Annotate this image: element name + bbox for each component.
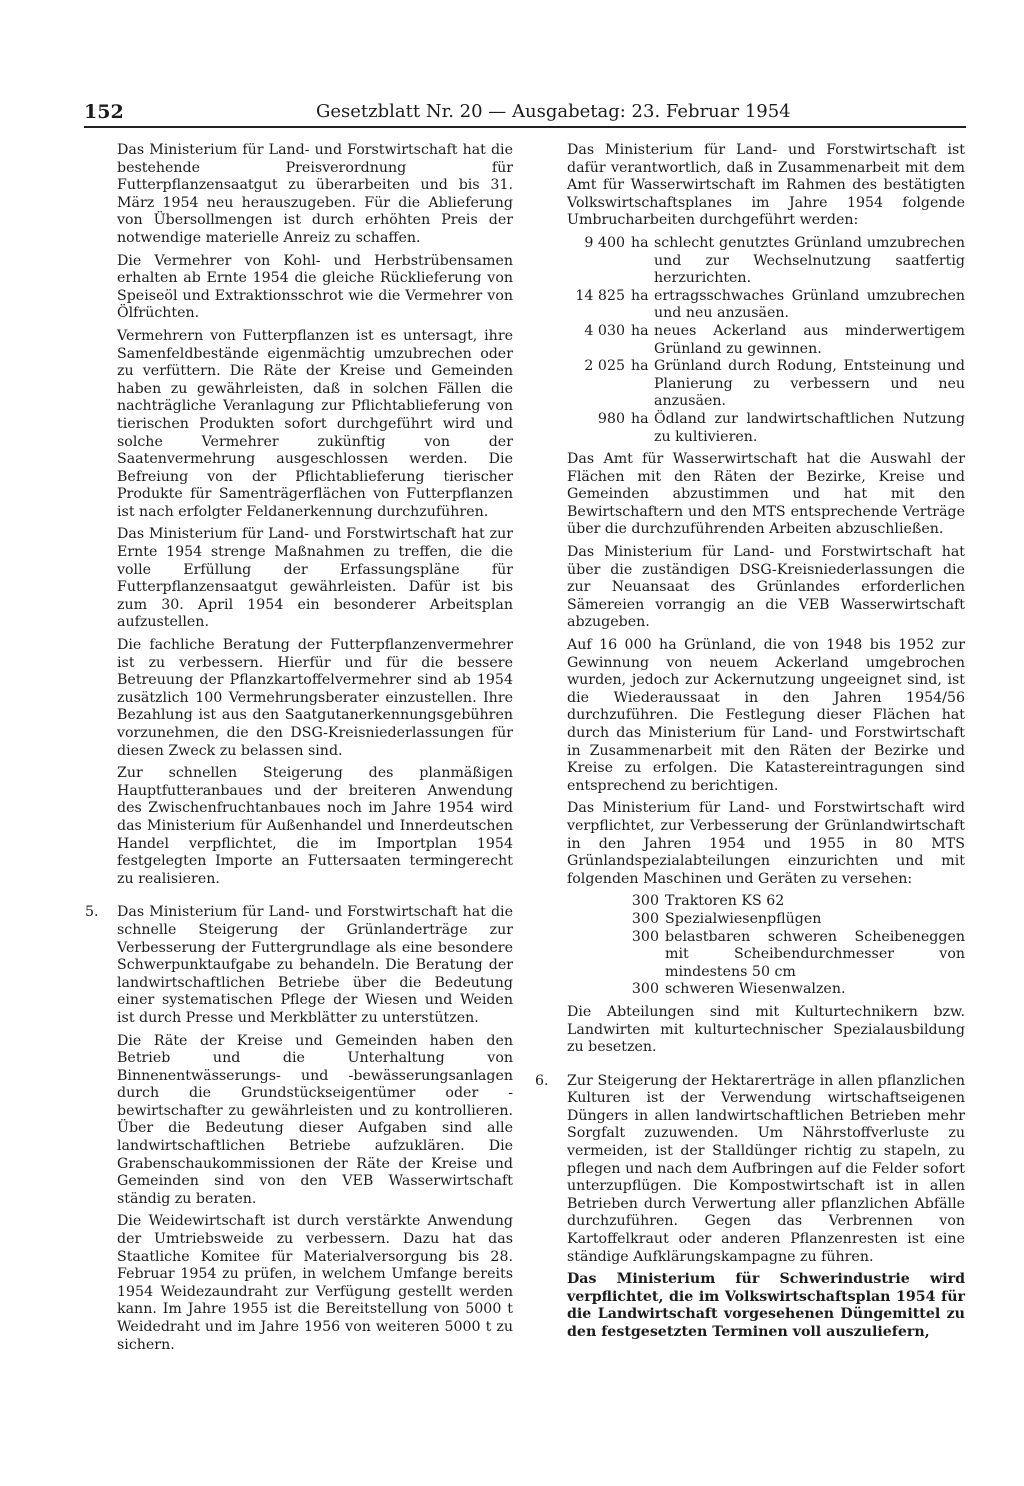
machine-count: 300 [631, 928, 659, 945]
machine-description: schweren Wiesenwalzen. [665, 981, 846, 998]
machine-list [567, 893, 965, 999]
paragraph: Die Räte der Kreise und Gemeinden haben den Betrieb und die Unterhaltung von Binnenentwässerungs- und -bewässerungsanlagen durch die Grundstückseigentümer oder -bewirtschafter zu gewährleisten und zu kontrollieren. Über die Bedeutung dieser Aufgaben sind alle landwirtschaftlichen Betriebe aufzuklären. Die Grabenschaukommissionen der Räte der Kreise und Gemeinden sind von den VEB Wasserwirtschaft ständig zu beraten. [117, 1032, 513, 1207]
section-5 [85, 904, 513, 1354]
machine-description: Spezialwiesenpflügen [665, 910, 822, 927]
machine-count: 300 [631, 893, 659, 910]
machine-count: 300 [631, 910, 659, 927]
left-column [85, 142, 513, 1359]
area-list [567, 235, 965, 446]
section-6 [535, 1072, 965, 1342]
area-amount: 980 [597, 410, 625, 427]
machine-description: Traktoren KS 62 [665, 893, 785, 910]
area-description: Ödland zur landwirtschaftlichen Nutzung zu kultivieren. [654, 410, 965, 445]
paragraph: Das Ministerium für Land- und Forstwirtschaft hat über die zuständigen DSG-Kreisniederlassungen die zur Neuansaat des Grünlandes erforderlichen Sämereien vorrangig an die VEB Wasserwirtschaft abzugeben. [567, 544, 965, 631]
area-amount: 4 030 [584, 322, 625, 339]
paragraph: Das Amt für Wasserwirtschaft hat die Auswahl der Flächen mit den Räten der Bezirke, Kreise und Gemeinden abzustimmen und hat mit den Bewirtschaftern und den MTS entsprechende Verträge über die durchzuführenden Arbeiten abzuschließen. [567, 451, 965, 538]
paragraph: Auf 16 000 ha Grünland, die von 1948 bis 1952 zur Gewinnung von neuem Ackerland umgebrochen wurden, jedoch zur Ackernutzung ungeeignet sind, ist die Wiederaussaat in den Jahren 1954/56 durchzuführen. Die Festlegung dieser Flächen hat durch das Ministerium für Land- und Forstwirtschaft in Zusammenarbeit mit den Räten der Bezirke und Kreise zu erfolgen. Die Katastereintragungen sind entsprechend zu berichtigen. [567, 637, 965, 794]
machine-item [629, 981, 965, 999]
machine-count: 300 [631, 981, 659, 998]
area-item [567, 323, 965, 358]
paragraph: Vermehrern von Futterpflanzen ist es untersagt, ihre Samenfeldbestände eigenmächtig umzubrechen oder zu verfüttern. Die Räte der Kreise und Gemeinden haben zu gewährleisten, daß in solchen Fällen die nachträgliche Veranlagung zur Pflichtablieferung von tierischen Produkten sofort durchgeführt wird und solche Vermehrer zukünftig von der Saatenvermehrung ausgeschlossen werden. Die Befreiung von der Pflichtablieferung tierischer Produkte für Samenträgerflächen von Futterpflanzen ist nach erfolgter Feldanerkennung durchzuführen. [117, 327, 513, 520]
area-unit: ha [631, 358, 649, 375]
paragraph: Zur schnellen Steigerung des planmäßigen Hauptfutteranbaues und der breiteren Anwendung des Zwischenfruchtanbaues noch im Jahre 1954 wird das Ministerium für Außenhandel und Innerdeutschen Handel verpflichtet, die im Importplan 1954 festgelegten Importe an Futtersaaten termingerecht zu realisieren. [117, 765, 513, 887]
area-unit: ha [631, 234, 649, 251]
paragraph: Das Ministerium für Schwerindustrie wird verpflichtet, die im Volkswirtschaftsplan 1954 für die Landwirtschaft vorgesehenen Düngemittel zu den festgesetzten Terminen voll auszuliefern, [567, 1271, 965, 1340]
paragraph: Das Ministerium für Land- und Forstwirtschaft hat die schnelle Steigerung der Grünlanderträge zur Verbesserung der Futtergrundlage als eine besondere Schwerpunktaufgabe zu behandeln. Die Beratung der landwirtschaftlichen Betriebe über die Bedeutung einer systematischen Pflege der Wiesen und Weiden ist durch Presse und Merkblätter zu unterstützen. [117, 904, 513, 1026]
area-item [567, 288, 965, 323]
area-unit: ha [631, 322, 649, 339]
area-item [567, 235, 965, 288]
area-amount: 14 825 [575, 287, 625, 304]
paragraph: Die Weidewirtschaft ist durch verstärkte Anwendung der Umtriebsweide zu verbessern. Dazu hat das Staatliche Komitee für Materialversorgung bis 28. Februar 1954 zu prüfen, in welchem Umfange bereits 1954 Weidezaundraht zur Verfügung gestellt werden kann. Im Jahre 1955 ist die Bereitstellung von 5000 t Weidedraht und im Jahre 1956 von weiteren 5000 t zu sichern. [117, 1213, 513, 1353]
machine-item [629, 893, 965, 911]
area-amount: 9 400 [584, 234, 625, 251]
area-item [567, 411, 965, 446]
paragraph: Die Vermehrer von Kohl- und Herbstrübensamen erhalten ab Ernte 1954 die gleiche Rücklieferung von Speiseöl und Extraktionsschrot wie die Vermehrer von Ölfrüchten. [117, 252, 513, 322]
paragraph: Die fachliche Beratung der Futterpflanzenvermehrer ist zu verbessern. Hierfür und für die bessere Betreuung der Pflanzkartoffelvermehrer sind ab 1954 zusätzlich 100 Vermehrungsberater einzustellen. Ihre Bezahlung ist aus den Saatgutanerkennungsgebühren vorzunehmen, die den DSG-Kreisniederlassungen für diesen Zweck zu belassen sind. [117, 637, 513, 759]
paragraph: Das Ministerium für Land- und Forstwirtschaft hat die bestehende Preisverordnung für Futterpflanzensaatgut zu überarbeiten und bis 31. März 1954 neu herauszugeben. Für die Ablieferung von Übersollmengen ist durch erhöhten Preis der notwendige materielle Anreiz zu schaffen. [117, 142, 513, 246]
header-title: Gesetzblatt Nr. 20 — Ausgabetag: 23. Februar 1954 [316, 101, 791, 122]
area-description: schlecht genutztes Grünland umzubrechen und zur Wechselnutzung saatfertig herzurichten. [654, 234, 965, 287]
area-description: ertragsschwaches Grünland umzubrechen und neu anzusäen. [654, 287, 965, 322]
area-amount: 2 025 [584, 358, 625, 375]
page-number: 152 [84, 101, 124, 123]
area-unit: ha [631, 287, 649, 304]
machine-description: belastbaren schweren Scheibeneggen mit Scheibendurchmesser von mindestens 50 cm [665, 928, 965, 980]
section-number: 5. [85, 904, 99, 921]
machine-item [629, 929, 965, 982]
paragraph: Das Ministerium für Land- und Forstwirtschaft ist dafür verantwortlich, daß in Zusammenarbeit mit dem Amt für Wasserwirtschaft im Rahmen des bestätigten Volkswirtschaftsplanes im Jahre 1954 folgende Umbrucharbeiten durchgeführt werden: [567, 142, 965, 229]
paragraph: Zur Steigerung der Hektarerträge in allen pflanzlichen Kulturen ist der Verwendung wirtschaftseigenen Düngers in allen landwirtschaftlichen Betrieben mehr Sorgfalt zuzuwenden. Um Nährstoffverluste zu vermeiden, ist der Stalldünger richtig zu stapeln, zu pflegen und nach dem Aufbringen auf die Felder sofort unterzupflügen. Die Kompostwirtschaft ist in allen Betrieben durch Verwertung aller pflanzlichen Abfälle durchzuführen. Gegen das Verbrennen von Kartoffelkraut oder anderen Pflanzenresten ist eine ständige Aufklärungskampagne zu führen. [567, 1072, 965, 1265]
paragraph: Das Ministerium für Land- und Forstwirtschaft hat zur Ernte 1954 strenge Maßnahmen zu treffen, die die volle Erfüllung der Erfassungspläne für Futterpflanzensaatgut gewährleisten. Dafür ist bis zum 30. April 1954 ein besonderer Arbeitsplan aufzustellen. [117, 526, 513, 631]
paragraph: Das Ministerium für Land- und Forstwirtschaft wird verpflichtet, zur Verbesserung der Grünlandwirtschaft in den Jahren 1954 und 1955 in 80 MTS Grünlandspezialabteilungen einzurichten und mit folgenden Maschinen und Geräten zu versehen: [567, 800, 965, 887]
area-item [567, 358, 965, 411]
page-header [84, 100, 966, 128]
machine-item [629, 911, 965, 929]
right-column [535, 142, 965, 1347]
section-number: 6. [535, 1072, 549, 1089]
area-description: neues Ackerland aus minderwertigem Grünland zu gewinnen. [654, 322, 965, 357]
area-unit: ha [631, 410, 649, 427]
area-description: Grünland durch Rodung, Entsteinung und Planierung zu verbessern und neu anzusäen. [654, 358, 965, 410]
paragraph: Die Abteilungen sind mit Kulturtechnikern bzw. Landwirten mit kulturtechnischer Spezialausbildung zu besetzen. [567, 1003, 965, 1056]
